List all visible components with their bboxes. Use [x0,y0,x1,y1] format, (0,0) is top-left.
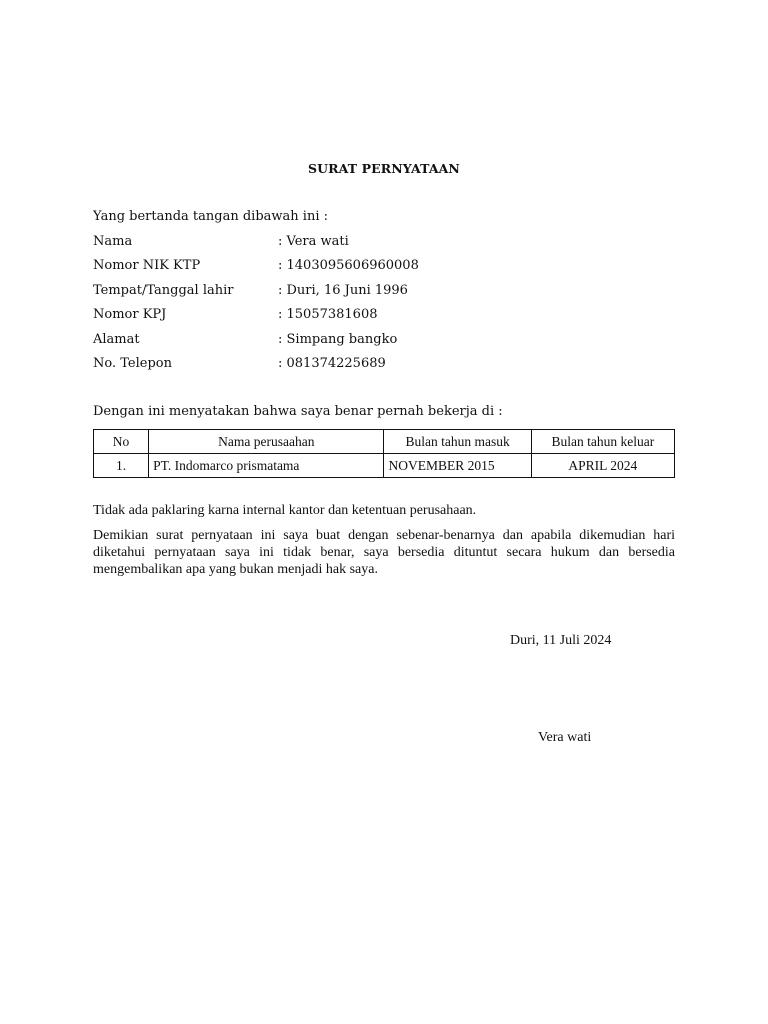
identity-row-kpj [93,306,693,330]
identity-value: : 15057381608 [278,307,378,323]
identity-row-phone [93,355,693,379]
identity-label: Tempat/Tanggal lahir [93,282,234,298]
paragraph-closing: Demikian surat pernyataan ini saya buat dengan sebenar-benarnya dan apabila dikemudian hari diketahui pernyataan saya ini tidak benar, saya bersedia dituntut secara hukum dan bersedia mengembalikan apa yang bukan menjadi hak saya. [93,528,675,577]
identity-row-address [93,331,693,355]
table-header-cell: Bulan tahun keluar [531,430,674,454]
identity-value: : Simpang bangko [278,331,398,347]
table-cell: 1. [94,454,149,478]
table-header-row [94,430,675,454]
identity-value: : Duri, 16 Juni 1996 [278,282,408,298]
table-cell: APRIL 2024 [531,454,674,478]
paragraph-no-paklaring: Tidak ada paklaring karna internal kantor dan ketentuan perusahaan. [93,503,477,518]
place-date: Duri, 11 Juli 2024 [510,633,612,648]
table-cell: NOVEMBER 2015 [384,454,531,478]
signer-name: Vera wati [538,730,592,745]
declaration-text: Dengan ini menyatakan bahwa saya benar pernah bekerja di : [93,404,503,419]
identity-label: Nama [93,234,133,249]
table-header-cell: Nama perusaahan [149,430,384,454]
identity-label: Alamat [93,331,140,347]
identity-value: : 1403095606960008 [278,258,419,274]
identity-list [93,233,693,379]
table-cell: PT. Indomarco prismatama [149,454,384,478]
table-row [94,454,675,478]
identity-row-nik [93,257,693,281]
table-header-cell: Bulan tahun masuk [384,430,531,454]
identity-value: : Vera wati [278,234,349,249]
intro-text: Yang bertanda tangan dibawah ini : [93,209,328,224]
identity-row-name [93,233,693,257]
table-header-cell: No [94,430,149,454]
document-title: SURAT PERNYATAAN [308,161,460,176]
identity-value: : 081374225689 [278,355,386,371]
identity-label: Nomor NIK KTP [93,258,201,274]
identity-label: Nomor KPJ [93,307,167,323]
employment-table [93,429,675,478]
identity-label: No. Telepon [93,355,172,371]
identity-row-birth [93,282,693,306]
